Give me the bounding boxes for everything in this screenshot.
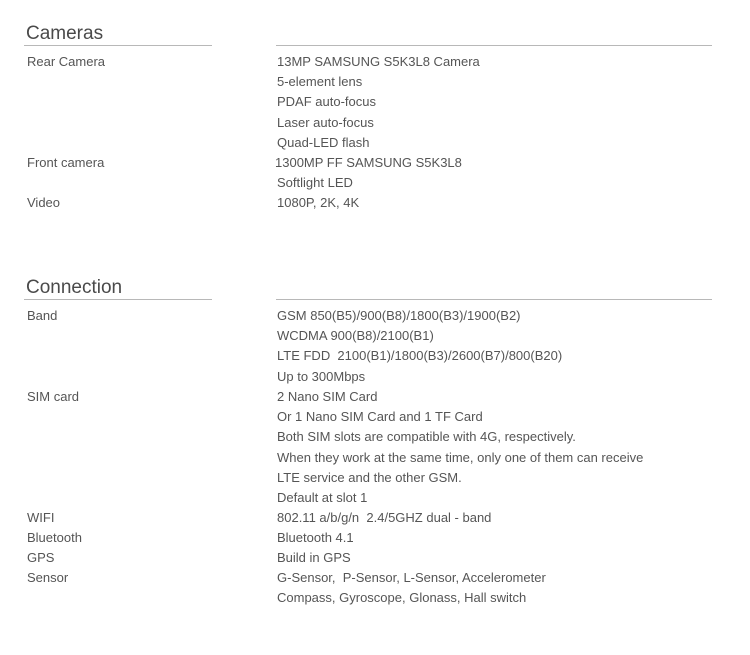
spec-value: Softlight LED [277, 175, 353, 191]
spec-values [275, 153, 462, 193]
spec-label: Sensor [27, 570, 69, 585]
spec-value: 802.11 a/b/g/n 2.4/5GHZ dual - band [277, 510, 492, 525]
spec-values [277, 193, 359, 213]
spec-value: 1300MP FF SAMSUNG S5K3L8 [275, 155, 462, 170]
spec-values [277, 508, 491, 528]
spec-label: GPS [27, 550, 55, 565]
cameras-heading-rule [24, 45, 212, 46]
spec-values [277, 52, 480, 153]
spec-label: SIM card [27, 389, 80, 404]
spec-label: Rear Camera [27, 54, 106, 69]
spec-value: Both SIM slots are compatible with 4G, respectively. [277, 429, 576, 445]
spec-values [277, 568, 546, 608]
connection-values-rule [276, 299, 712, 300]
spec-values [277, 306, 562, 387]
spec-label: Bluetooth [27, 530, 82, 545]
spec-value: Bluetooth 4.1 [277, 530, 354, 545]
cameras-values-rule [276, 45, 712, 46]
spec-label: Front camera [27, 155, 105, 170]
spec-value: Or 1 Nano SIM Card and 1 TF Card [277, 409, 483, 425]
spec-value: 2 Nano SIM Card [277, 389, 378, 404]
spec-value: G-Sensor, P-Sensor, L-Sensor, Accelerometer [277, 570, 546, 585]
spec-label: Band [27, 308, 58, 323]
spec-values [277, 387, 643, 508]
spec-values [277, 528, 354, 548]
spec-value: Quad-LED flash [277, 134, 370, 150]
spec-label: Video [27, 195, 61, 210]
spec-value: 1080P, 2K, 4K [277, 195, 360, 210]
spec-value: Default at slot 1 [277, 490, 368, 506]
spec-value: Up to 300Mbps [277, 368, 366, 384]
spec-value: GSM 850(B5)/900(B8)/1800(B3)/1900(B2) [277, 308, 521, 323]
spec-value: 5-element lens [277, 74, 363, 90]
spec-value: PDAF auto-focus [277, 94, 376, 110]
spec-value: WCDMA 900(B8)/2100(B1) [277, 328, 434, 344]
cameras-heading: Cameras [26, 23, 104, 44]
connection-heading: Connection [26, 277, 123, 298]
spec-value: LTE service and the other GSM. [277, 469, 462, 485]
spec-value: When they work at the same time, only one of them can receive [277, 449, 644, 465]
spec-label: WIFI [27, 510, 55, 525]
connection-heading-rule [24, 299, 212, 300]
spec-value: Laser auto-focus [277, 114, 374, 130]
spec-value: Build in GPS [277, 550, 351, 565]
spec-value: 13MP SAMSUNG S5K3L8 Camera [277, 54, 480, 69]
spec-value: Compass, Gyroscope, Glonass, Hall switch [277, 590, 527, 606]
spec-value: LTE FDD 2100(B1)/1800(B3)/2600(B7)/800(B20) [277, 348, 563, 364]
spec-values [277, 548, 351, 568]
